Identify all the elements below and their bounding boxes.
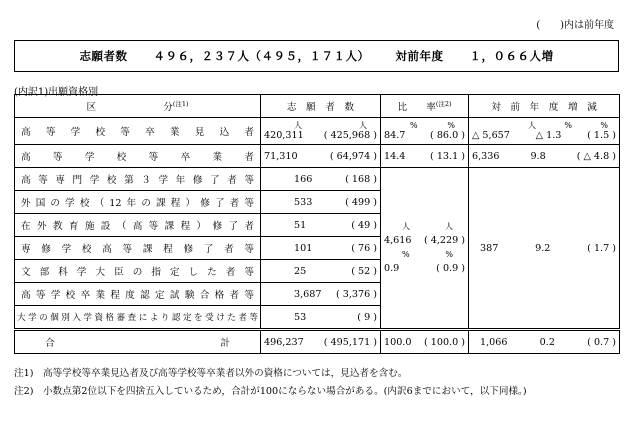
group-ratio-cell: 人 人 4,616 ( 4,229 ) % % 0.9 ( 0.9 ) <box>381 168 469 330</box>
row-count: 166 ( 168 ) <box>261 168 381 191</box>
total-change: 1,066 0.2 ( 0.7 ) <box>469 330 620 354</box>
row-ratio: % % 84.7 ( 86.0 ) <box>381 118 469 145</box>
row-ratio: 14.4 ( 13.1 ) <box>381 145 469 168</box>
category-header: 区 分$^{(注1)}$ <box>15 95 261 118</box>
row-category: 外国の学校（12年の課程）修了者等 <box>15 191 261 214</box>
row-category: 高等学校等卒業者 <box>15 145 261 168</box>
total-label: 合 計 <box>15 330 261 354</box>
group-change-cell: 387 9.2 ( 1.7 ) <box>469 168 620 330</box>
row-count: 71,310 ( 64,974 ) <box>261 145 381 168</box>
table-row <box>15 168 620 191</box>
total-ratio: 100.0 ( 100.0 ) <box>381 330 469 354</box>
qualification-table <box>14 94 620 354</box>
row-category: 在外教育施設（高等課程）修了者 <box>15 214 261 237</box>
header-row <box>15 95 620 118</box>
footnote-2: 注2) 小数点第2位以下を四捨五入しているため，合計が100にならない場合がある。(内訳6までにおいて，以下同様。) <box>14 386 527 397</box>
row-count: 人 人 420,311 ( 425,968 ) <box>261 118 381 145</box>
table-subtitle: (内訳1)出願資格別 <box>14 87 99 98</box>
row-change: 6,336 9.8 ( △ 4.8 ) <box>469 145 620 168</box>
summary-box <box>14 40 619 72</box>
summary-change: １，０６６人増 <box>469 49 554 63</box>
row-count: 51 ( 49 ) <box>261 214 381 237</box>
footnote-1: 注1) 高等学校等卒業見込者及び高等学校等卒業者以外の資格については，見込者を含む。 <box>14 368 408 379</box>
row-category: 専修学校高等課程修了者等 <box>15 237 261 260</box>
row-count: 3,687 ( 3,376 ) <box>261 283 381 306</box>
row-count: 101 ( 76 ) <box>261 237 381 260</box>
row-category: 高等学校等卒業見込者 <box>15 118 261 145</box>
table-row <box>15 118 620 145</box>
row-category: 文部科学大臣の指定した者等 <box>15 260 261 283</box>
previous-year-note: ( )内は前年度 <box>536 20 614 31</box>
total-count: 496,237 ( 495,171 ) <box>261 330 381 354</box>
row-count: 25 ( 52 ) <box>261 260 381 283</box>
table-row <box>15 145 620 168</box>
total-row <box>15 330 620 354</box>
summary-total: ４９６，２３７人（４９５，１７１人） <box>153 49 370 63</box>
row-category: 大学の個別入学資格審査により認定を受けた者等 <box>15 306 261 330</box>
applicants-header: 志 願 者 数 <box>261 95 381 118</box>
row-category: 高等学校卒業程度認定試験合格者等 <box>15 283 261 306</box>
row-change: 人 % % △ 5,657 △ 1.3 ( 1.5 ) <box>469 118 620 145</box>
row-category: 高等専門学校第３学年修了者等 <box>15 168 261 191</box>
summary-label: 志願者数 <box>79 49 128 63</box>
row-count: 53 ( 9 ) <box>261 306 381 330</box>
row-count: 533 ( 499 ) <box>261 191 381 214</box>
ratio-header: 比 率$^{(注2)}$ <box>381 95 469 118</box>
summary-change-label: 対前年度 <box>395 49 444 63</box>
change-header: 対 前 年 度 増 減 <box>469 95 620 118</box>
